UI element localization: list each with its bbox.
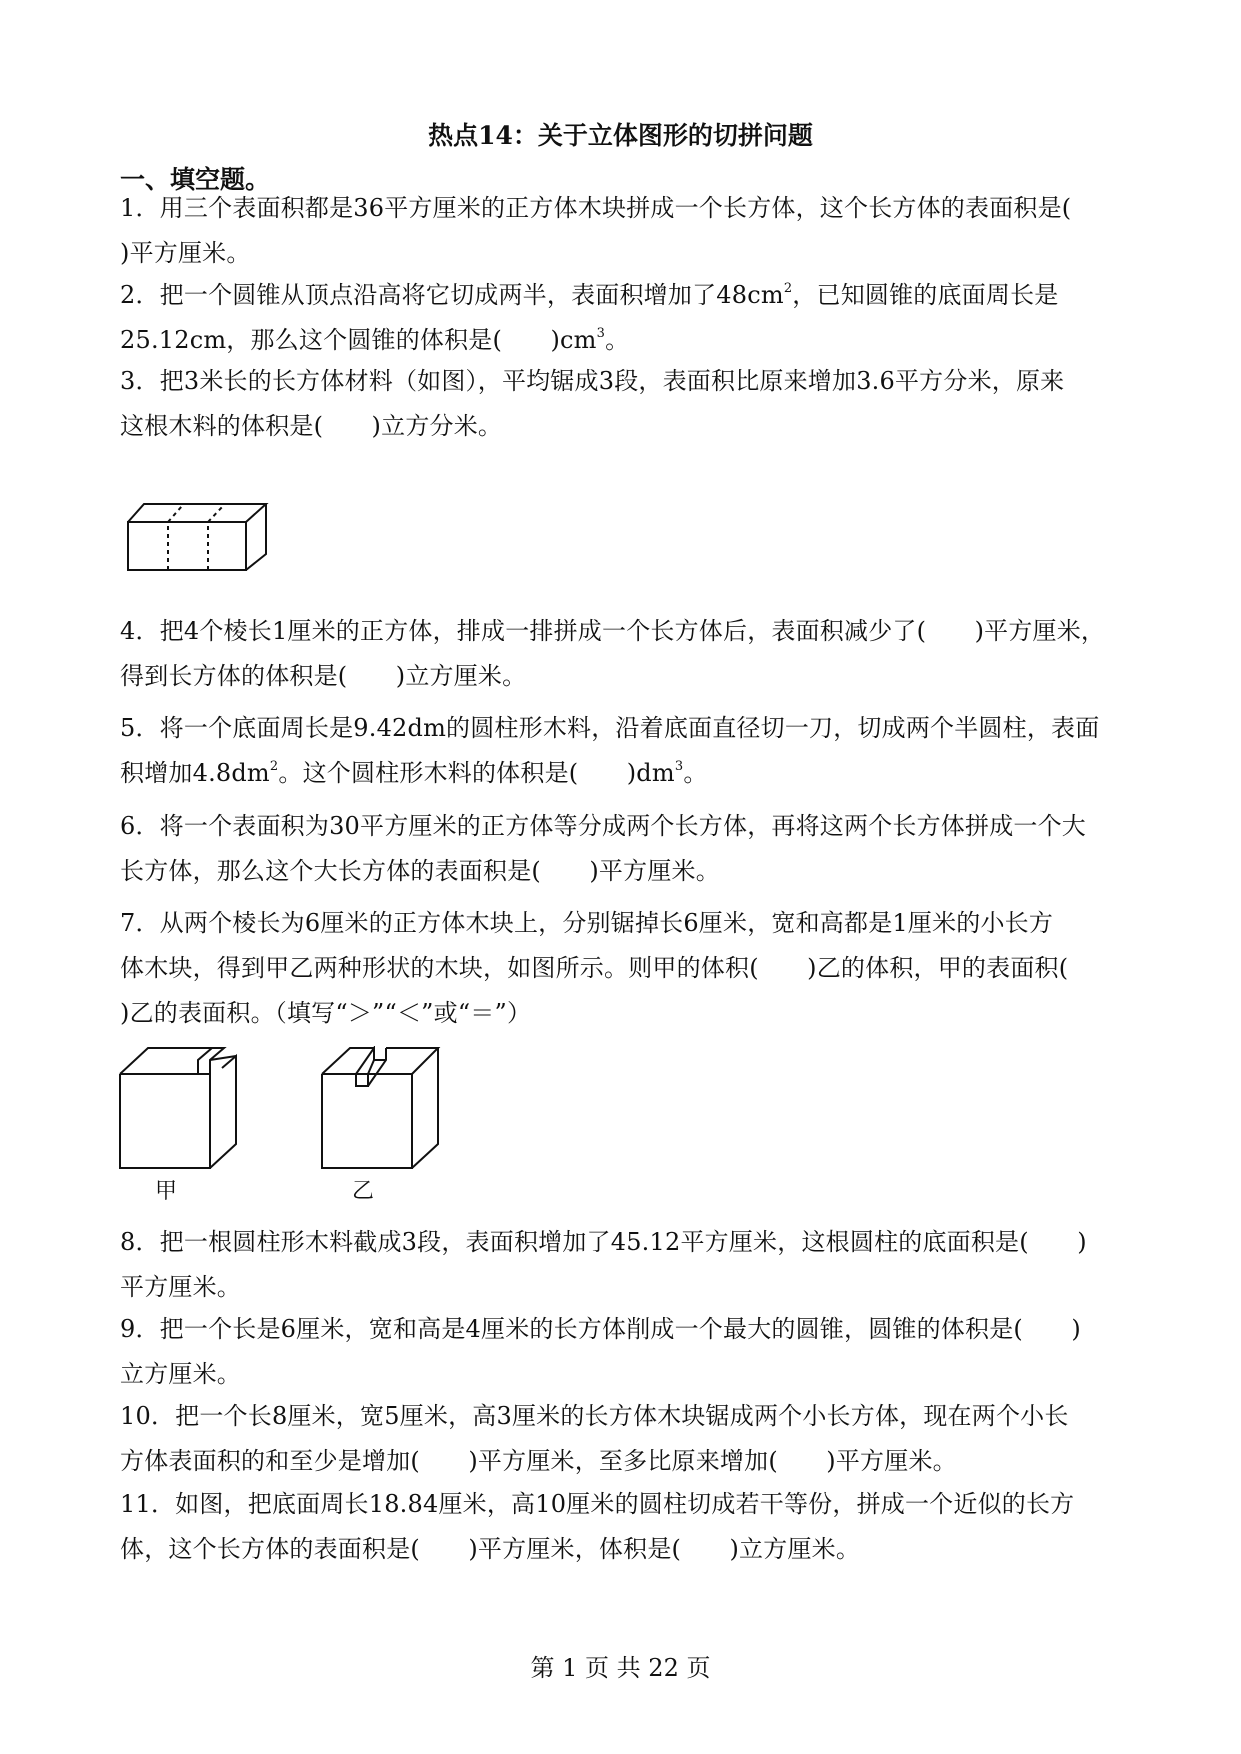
question-2 xyxy=(120,273,1130,363)
block-figure-yi xyxy=(320,1046,445,1171)
question-11-line-1: 11．如图，把底面周长18.84厘米，高10厘米的圆柱切成若干等份，拼成一个近似的长方 xyxy=(120,1490,1075,1518)
question-9 xyxy=(120,1307,1130,1397)
cuboid-figure xyxy=(125,500,275,574)
yi-top-right-edge xyxy=(386,1048,438,1074)
question-4-line-2: 得到长方体的体积是( )立方厘米。 xyxy=(120,662,527,690)
question-5 xyxy=(120,706,1130,796)
block-figure-jia xyxy=(118,1046,243,1171)
cuboid-top-face xyxy=(128,504,266,522)
question-7-line-1: 7．从两个棱长为6厘米的正方体木块上，分别锯掉长6厘米，宽和高都是1厘米的小长方 xyxy=(120,909,1054,937)
question-6-line-1: 6．将一个表面积为30平方厘米的正方体等分成两个长方体，再将这两个长方体拼成一个大 xyxy=(120,812,1087,840)
question-3 xyxy=(120,359,1130,449)
jia-groove-top xyxy=(198,1048,224,1074)
question-1-line-2: )平方厘米。 xyxy=(120,239,251,267)
question-10-line-2: 方体表面积的和至少是增加( )平方厘米，至多比原来增加( )平方厘米。 xyxy=(120,1447,957,1475)
question-7-line-3: )乙的表面积。（填写“＞”“＜”或“＝”） xyxy=(120,999,532,1027)
page-title: 热点14：关于立体图形的切拼问题 xyxy=(428,121,813,150)
jia-front-face xyxy=(120,1074,210,1168)
question-10 xyxy=(120,1394,1130,1484)
question-2-line-1: 2．把一个圆锥从顶点沿高将它切成两半，表面积增加了$48cm^2$，已知圆锥的底面周长是 xyxy=(120,281,1059,309)
question-9-line-1: 9．把一个长是6厘米，宽和高是4厘米的长方体削成一个最大的圆锥，圆锥的体积是( ) xyxy=(120,1315,1081,1343)
question-2-line-2: 25.12cm，那么这个圆锥的体积是( )$cm^3$。 xyxy=(120,326,630,354)
figure-label-jia: 甲 xyxy=(155,1179,178,1204)
question-8 xyxy=(120,1220,1130,1310)
yi-groove-left xyxy=(356,1048,374,1074)
question-11 xyxy=(120,1482,1130,1572)
section-heading: 一、填空题。 xyxy=(120,165,271,194)
question-3-line-2: 这根木料的体积是( )立方分米。 xyxy=(120,412,503,440)
question-7 xyxy=(120,901,1130,1036)
question-4-line-1: 4．把4个棱长1厘米的正方体，排成一排拼成一个长方体后，表面积减少了( )平方厘米， xyxy=(120,617,1106,645)
yi-groove-front xyxy=(356,1074,368,1086)
jia-side-face xyxy=(210,1056,236,1168)
question-10-line-1: 10．把一个长8厘米，宽5厘米，高3厘米的长方体木块锯成两个小长方体，现在两个小长 xyxy=(120,1402,1069,1430)
question-8-line-1: 8．把一根圆柱形木料截成3段，表面积增加了45.12平方厘米，这根圆柱的底面积是( ) xyxy=(120,1228,1087,1256)
question-1-line-1: 1．用三个表面积都是36平方厘米的正方体木块拼成一个长方体，这个长方体的表面积是( xyxy=(120,194,1072,222)
yi-side-face xyxy=(412,1048,438,1168)
question-8-line-2: 平方厘米。 xyxy=(120,1273,241,1301)
figure-label-yi: 乙 xyxy=(352,1179,375,1204)
cut-line-2 xyxy=(208,506,223,570)
question-5-line-2: 积增加$4.8dm^2$。这个圆柱形木料的体积是( )$dm^3$。 xyxy=(120,759,708,787)
question-11-line-2: 体，这个长方体的表面积是( )平方厘米，体积是( )立方厘米。 xyxy=(120,1535,861,1563)
yi-front-face xyxy=(322,1074,412,1168)
question-3-line-1: 3．把3米长的长方体材料（如图），平均锯成3段，表面积比原来增加3.6平方分米，原来 xyxy=(120,367,1065,395)
cuboid-front-face xyxy=(128,522,246,570)
question-5-line-1: 5．将一个底面周长是9.42dm的圆柱形木料，沿着底面直径切一刀，切成两个半圆柱，表面 xyxy=(120,714,1100,742)
cut-line-1 xyxy=(168,506,182,570)
question-1 xyxy=(120,186,1130,276)
question-6-line-2: 长方体，那么这个大长方体的表面积是( )平方厘米。 xyxy=(120,857,720,885)
question-4 xyxy=(120,609,1130,699)
question-9-line-2: 立方厘米。 xyxy=(120,1360,241,1388)
question-6 xyxy=(120,804,1130,894)
question-7-line-2: 体木块，得到甲乙两种形状的木块，如图所示。则甲的体积( )乙的体积，甲的表面积( xyxy=(120,954,1069,982)
cut-lines xyxy=(168,506,223,570)
page-footer: 第 1 页 共 22 页 xyxy=(530,1654,711,1682)
